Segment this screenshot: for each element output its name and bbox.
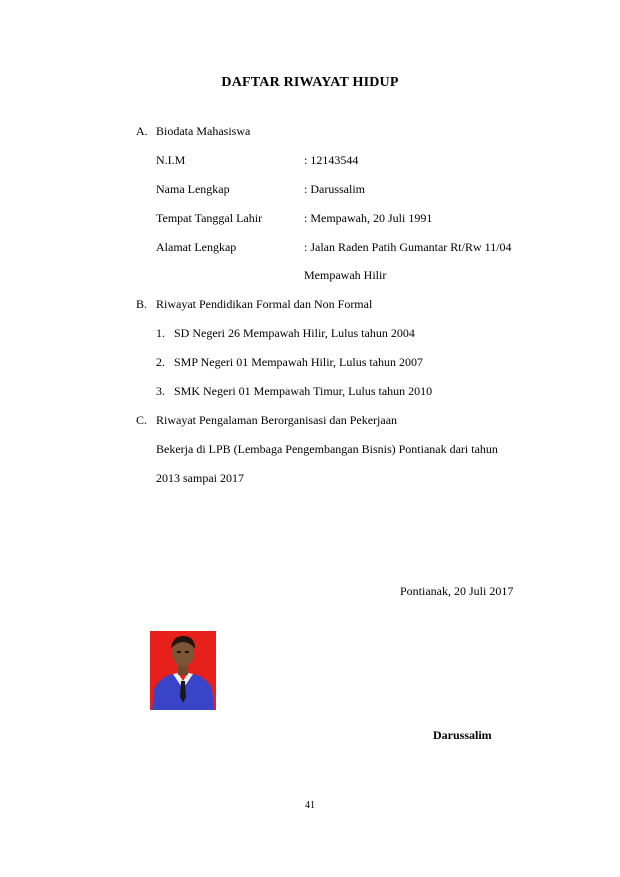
education-item-number: 2. — [156, 355, 165, 369]
page-number: 41 — [305, 800, 315, 811]
section-c-heading: Riwayat Pengalaman Berorganisasi dan Pekerjaan — [156, 413, 398, 427]
section-a-heading: Biodata Mahasiswa — [156, 124, 251, 138]
signatory-name: Darussalim — [433, 728, 492, 742]
name-label: Nama Lengkap — [156, 182, 230, 196]
profile-photo — [150, 631, 216, 710]
education-item-text: SD Negeri 26 Mempawah Hilir, Lulus tahun 2004 — [174, 326, 415, 340]
address-continued: Mempawah Hilir — [304, 268, 387, 282]
experience-line-2: 2013 sampai 2017 — [156, 471, 244, 485]
education-item-text: SMK Negeri 01 Mempawah Timur, Lulus tahun 2010 — [174, 384, 433, 398]
address-value: : Jalan Raden Patih Gumantar Rt/Rw 11/04 — [304, 240, 512, 254]
page-title: DAFTAR RIWAYAT HIDUP — [221, 75, 399, 90]
address-label: Alamat Lengkap — [156, 240, 237, 254]
education-item-text: SMP Negeri 01 Mempawah Hilir, Lulus tahun 2007 — [174, 355, 424, 369]
section-b-heading: Riwayat Pendidikan Formal dan Non Formal — [156, 297, 373, 311]
education-item-number: 1. — [156, 326, 165, 340]
place-date: Pontianak, 20 Juli 2017 — [400, 584, 514, 598]
nim-value: : 12143544 — [304, 153, 359, 167]
education-item-number: 3. — [156, 384, 165, 398]
name-value: : Darussalim — [304, 182, 365, 196]
section-a-letter: A. — [136, 124, 148, 138]
person-portrait-icon — [150, 631, 216, 710]
nim-label: N.I.M — [156, 153, 186, 167]
experience-line-1: Bekerja di LPB (Lembaga Pengembangan Bisnis) Pontianak dari tahun — [156, 442, 498, 456]
birth-value: : Mempawah, 20 Juli 1991 — [304, 211, 433, 225]
birth-label: Tempat Tanggal Lahir — [156, 211, 263, 225]
section-b-letter: B. — [136, 297, 148, 311]
section-c-letter: C. — [136, 413, 148, 427]
